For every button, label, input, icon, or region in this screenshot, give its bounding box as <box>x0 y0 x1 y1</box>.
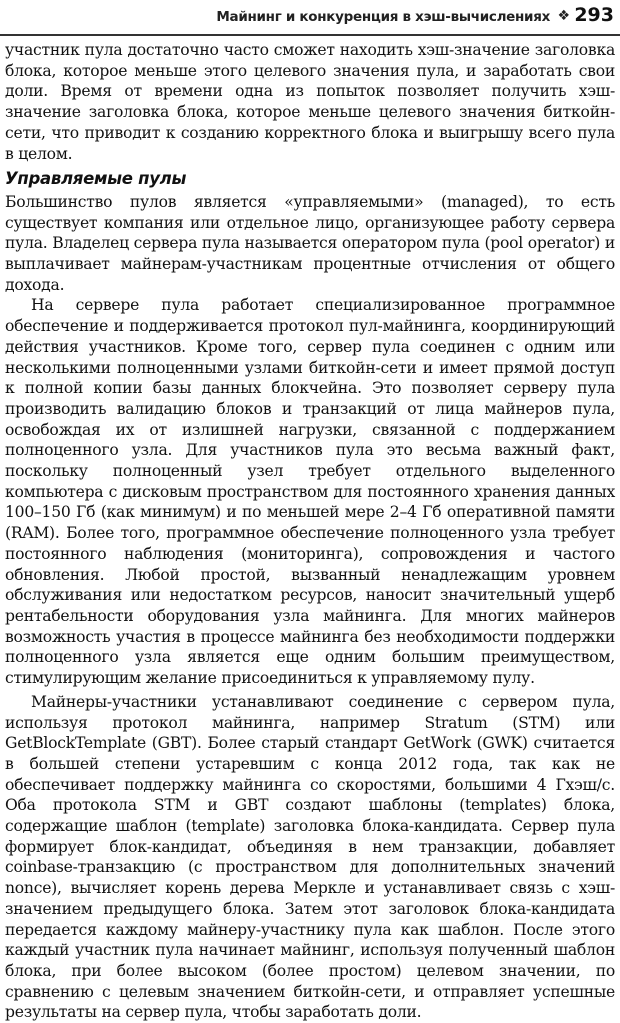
paragraph-managed-pools-intro: Большинство пулов является «управляемыми» (managed), то есть существует компания или отдельное лицо, организующее работу сервера пула. Владелец сервера пула называется оператором пула (pool operator) и выплачивает майнерам-участникам процентные отчисления от общего дохода. <box>5 192 615 294</box>
body-text <box>5 40 615 1023</box>
ornament-icon: ❖ <box>557 8 570 24</box>
paragraph-pool-server-software: На сервере пула работает специализированное программное обеспечение и поддерживается протокол пул-майнинга, координирующий действия участников. Кроме того, сервер пула соединен с одним или несколькими полноценными узлами биткойн-сети и имеет прямой доступ к полной копии базы данных блокчейна. Это позволяет серверу пула производить валидацию блоков и транзакций от лица майнеров пула, освобождая их от излишней нагрузки, связанной с поддержанием полноценного узла. Для участников пула это весьма важный факт, поскольку полноценный узел требует отдельного выделенного компьютера с дисковым пространством для постоянного хранения данных 100–150 Гб (как минимум) и по меньшей мере 2–4 Гб оперативной памяти (RAM). Более того, программное обеспечение полноценного узла требует постоянного наблюдения (мониторинга), сопровождения и частого обновления. Любой простой, вызванный ненадлежащим уровнем обслуживания или недостатком ресурсов, наносит значительный ущерб рентабельности оборудования узла майнинга. Для многих майнеров возможность участия в процессе майнинга без необходимости поддержки полноценного узла является еще одним большим преимуществом, стимулирующим желание присоединиться к управляемому пулу. <box>5 296 615 688</box>
section-heading: Управляемые пулы <box>5 169 187 189</box>
page-number: 293 <box>574 4 614 26</box>
paragraph-continuation: участник пула достаточно часто сможет находить хэш-значение заголовка блока, которое меньше этого целевого значения пула, и заработать свои доли. Время от времени одна из попыток позволяет получить хэш-значение заголовка блока, которое меньше целевого значения биткойн-сети, что приводит к созданию корректного блока и выигрышу всего пула в целом. <box>5 41 615 163</box>
running-header <box>0 0 620 36</box>
running-header-title: Майнинг и конкуренция в хэш-вычислениях <box>216 9 550 25</box>
paragraph-mining-protocols: Майнеры-участники устанавливают соединение с сервером пула, используя протокол майнинга, например Stratum (STM) или GetBlockTemplate (GBT). Более старый стандарт GetWork (GWK) считается в большей степени устаревшим с конца 2012 года, так как не обеспечивает поддержку майнинга со скоростями, большими 4 Гхэш/с. Оба протокола STM и GBT создают шаблоны (templates) блока, содержащие шаблон (template) заголовка блока-кандидата. Сервер пула формирует блок-кандидат, объединяя в нем транзакции, добавляет coinbase-транзакцию (с пространством для дополнительных значений nonce), вычисляет корень дерева Меркле и устанавливает связь с хэш-значением предыдущего блока. Затем этот заголовок блока-кандидата передается каждому майнеру-участнику пула как шаблон. После этого каждый участник пула начинает майнинг, используя полученный шаблон блока, при более высоком (более простом) целевом значении, по сравнению с целевым значением биткойн-сети, и отправляет успешные результаты на сервер пула, чтобы заработать доли. <box>5 692 615 1022</box>
